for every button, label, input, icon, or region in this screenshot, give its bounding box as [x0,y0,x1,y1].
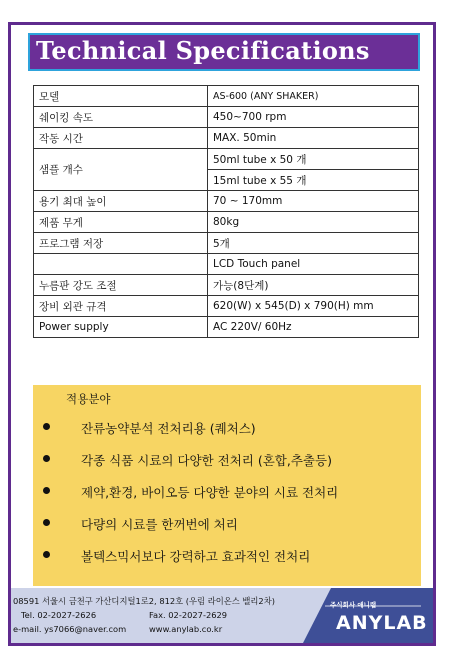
list-item [33,451,338,483]
website: www.anylab.co.kr [149,624,223,634]
spec-label [34,254,208,275]
table-row [34,212,419,233]
applications-heading: 적용분야 [66,392,111,406]
table-row [34,275,419,296]
applications-list [33,419,338,579]
table-row [34,128,419,149]
table-row [34,317,419,338]
tel: Tel. 02-2027-2626 [21,610,97,620]
applications-box [33,385,421,586]
bullet-icon [43,519,50,526]
footer [11,588,433,643]
table-row [34,296,419,317]
table-row [34,107,419,128]
list-item [33,547,338,579]
spec-value: AS-600 (ANY SHAKER) [208,86,419,107]
bullet-icon [43,551,50,558]
table-row [34,86,419,107]
company-logo: ANYLAB [336,612,428,634]
spec-label: 누름판 강도 조절 [34,275,208,296]
spec-value: 70 ~ 170mm [208,191,419,212]
list-item [33,419,338,451]
list-item [33,515,338,547]
spec-value: 620(W) x 545(D) x 790(H) mm [208,296,419,317]
list-item [33,483,338,515]
spec-value: 가능(8단계) [208,275,419,296]
bullet-icon [43,423,50,430]
table-row [34,254,419,275]
contact-info [13,594,275,636]
spec-label: 장비 외관 규격 [34,296,208,317]
bullet-icon [43,487,50,494]
phone-line [13,608,275,622]
spec-table [33,85,419,338]
application-text: 각종 식품 시료의 다양한 전처리 (혼합,추출등) [81,453,332,468]
spec-label: 제품 무게 [34,212,208,233]
spec-value: 15ml tube x 55 개 [208,170,419,191]
spec-value: LCD Touch panel [208,254,419,275]
spec-value: AC 220V/ 60Hz [208,317,419,338]
spec-label: 작동 시간 [34,128,208,149]
company-name: 주식회사 애니랩 [330,601,377,609]
table-row [34,191,419,212]
spec-value: 5개 [208,233,419,254]
title-banner [28,33,420,71]
spec-label: 용기 최대 높이 [34,191,208,212]
spec-label: 모델 [34,86,208,107]
application-text: 볼텍스믹서보다 강력하고 효과적인 전처리 [81,549,311,564]
application-text: 다량의 시료를 한꺼번에 처리 [81,517,238,532]
spec-value: 80kg [208,212,419,233]
spec-value: 50ml tube x 50 개 [208,149,419,170]
application-text: 잔류농약분석 전처리용 (퀘처스) [81,421,256,436]
spec-label: 쉐이킹 속도 [34,107,208,128]
email: e-mail. ys7066@naver.com [13,624,127,634]
bullet-icon [43,455,50,462]
spec-label: Power supply [34,317,208,338]
fax: Fax. 02-2027-2629 [149,610,228,620]
page-title: Technical Specifications [36,36,370,65]
spec-value: MAX. 50min [208,128,419,149]
application-text: 제약,환경, 바이오등 다양한 분야의 시료 전처리 [81,485,339,500]
table-row [34,149,419,170]
table-row [34,233,419,254]
spec-value: 450~700 rpm [208,107,419,128]
web-line [13,622,275,636]
spec-label: 샘플 개수 [34,149,208,191]
address: 08591 서울시 금천구 가산디지털1로2, 812호 (우림 라이온스 밸리2차) [13,596,275,606]
spec-label: 프로그램 저장 [34,233,208,254]
